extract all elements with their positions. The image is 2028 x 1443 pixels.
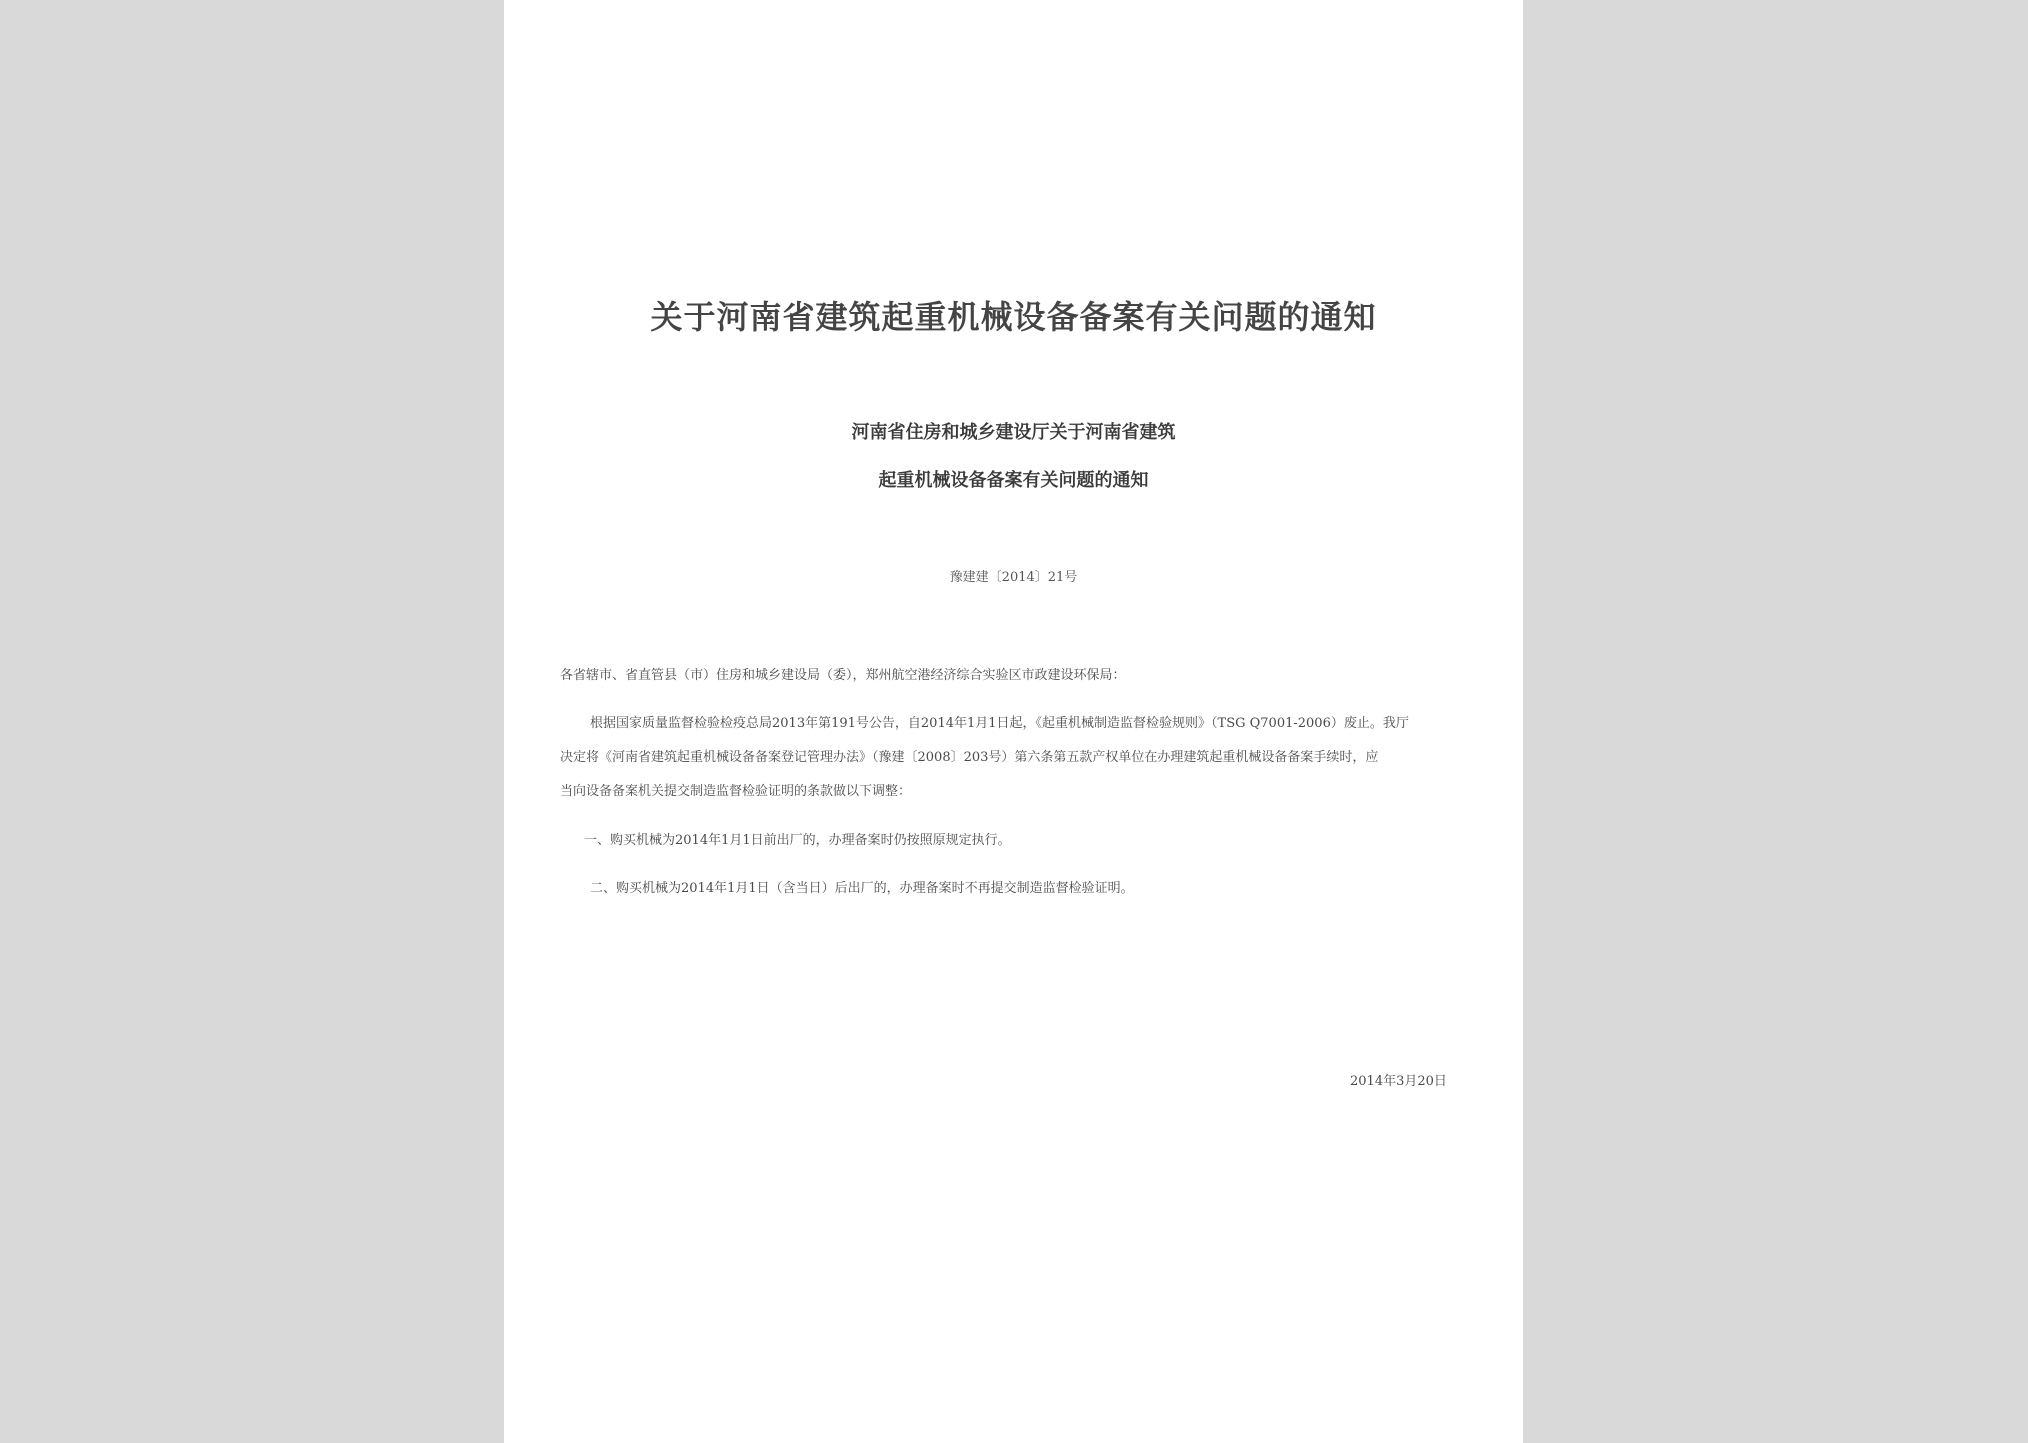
document-title: 关于河南省建筑起重机械设备备案有关问题的通知 (650, 298, 1377, 336)
paragraph-line: 根据国家质量监督检验检疫总局2013年第191号公告，自2014年1月1日起，《起重机械制造监督检验规则》（TSG Q7001-2006）废止。我厅 (590, 716, 1409, 731)
document-subtitle-line1: 河南省住房和城乡建设厅关于河南省建筑 (851, 422, 1176, 443)
document-number: 豫建建〔2014〕21号 (949, 570, 1078, 585)
addressee-line: 各省辖市、省直管县（市）住房和城乡建设局（委），郑州航空港经济综合实验区市政建设环保局： (560, 668, 1126, 683)
list-item-2: 二、购买机械为2014年1月1日（含当日）后出厂的，办理备案时不再提交制造监督检验证明。 (590, 881, 1134, 896)
document-date: 2014年3月20日 (1350, 1074, 1447, 1089)
paragraph-line: 决定将《河南省建筑起重机械设备备案登记管理办法》（豫建〔2008〕203号）第六条第五款产权单位在办理建筑起重机械设备备案手续时，应 (560, 750, 1379, 765)
document-page (504, 0, 1523, 1443)
list-item-1: 一、购买机械为2014年1月1日前出厂的，办理备案时仍按照原规定执行。 (584, 833, 1011, 848)
document-subtitle-line2: 起重机械设备备案有关问题的通知 (878, 470, 1149, 491)
paragraph-line: 当向设备备案机关提交制造监督检验证明的条款做以下调整： (560, 784, 912, 799)
